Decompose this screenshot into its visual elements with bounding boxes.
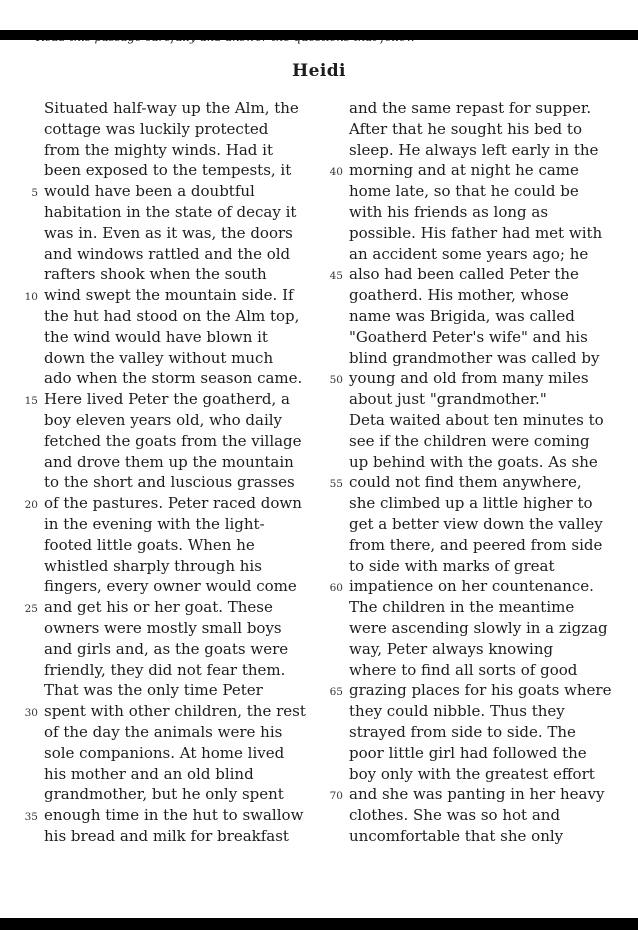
- passage-columns: [14, 98, 624, 847]
- line-text: Deta waited about ten minutes to: [349, 410, 604, 429]
- line-number: 45: [329, 270, 343, 283]
- passage-line: [14, 743, 319, 764]
- passage-line: [319, 472, 624, 493]
- passage-line: [319, 98, 624, 119]
- passage-line: [319, 722, 624, 743]
- passage-line: [14, 493, 319, 514]
- line-text: wind swept the mountain side. If: [44, 286, 294, 305]
- passage-line: [319, 244, 624, 265]
- passage-line: [319, 764, 624, 785]
- passage-line: [14, 472, 319, 493]
- line-text: That was the only time Peter: [44, 681, 263, 700]
- line-text: an accident some years ago; he: [349, 244, 589, 263]
- line-text: and the same repast for supper.: [349, 99, 592, 117]
- passage-line: [14, 306, 319, 327]
- line-number: 40: [329, 166, 343, 179]
- line-text: After that he sought his bed to: [349, 119, 582, 138]
- passage-line: [14, 327, 319, 348]
- line-text: from there, and peered from side: [349, 535, 603, 554]
- line-text: spent with other children, the rest: [44, 702, 306, 721]
- passage-line: [14, 244, 319, 265]
- passage-line: [319, 660, 624, 681]
- passage-line: [14, 410, 319, 431]
- passage-line: [14, 680, 319, 701]
- line-text: The children in the meantime: [349, 598, 575, 617]
- passage-line: [14, 202, 319, 223]
- passage-line: [319, 618, 624, 639]
- line-text: and she was panting in her heavy: [349, 785, 605, 804]
- passage-line: [14, 348, 319, 369]
- line-text: were ascending slowly in a zigzag: [349, 618, 608, 637]
- line-text: of the pastures. Peter raced down: [44, 494, 302, 513]
- line-text: up behind with the goats. As she: [349, 452, 598, 471]
- line-text: name was Brigida, was called: [349, 306, 575, 325]
- line-text: blind grandmother was called by: [349, 348, 600, 367]
- line-text: about just "grandmother.": [349, 390, 547, 409]
- line-text: cottage was luckily protected: [44, 119, 269, 138]
- passage-column-1: [14, 98, 319, 847]
- line-text: grandmother, but he only spent: [44, 785, 284, 804]
- passage-line: [14, 389, 319, 410]
- top-border-bar: [0, 30, 638, 40]
- passage-line: [319, 327, 624, 348]
- passage-line: [319, 452, 624, 473]
- passage-line: [14, 264, 319, 285]
- passage-line: [319, 306, 624, 327]
- passage-line: [14, 368, 319, 389]
- passage-line: [319, 639, 624, 660]
- passage-line: [319, 348, 624, 369]
- passage-line: [14, 452, 319, 473]
- passage-line: [14, 160, 319, 181]
- line-text: the hut had stood on the Alm top,: [44, 306, 300, 325]
- passage-line: [319, 181, 624, 202]
- line-text: fingers, every owner would come: [44, 577, 297, 596]
- line-number: 15: [24, 395, 38, 408]
- passage-line: [14, 181, 319, 202]
- line-number: 25: [24, 603, 38, 616]
- line-text: could not find them anywhere,: [349, 473, 582, 492]
- line-number: 20: [24, 499, 38, 512]
- line-number: 65: [329, 686, 343, 699]
- passage-line: [14, 285, 319, 306]
- line-number: 10: [24, 291, 38, 304]
- line-text: friendly, they did not fear them.: [44, 660, 286, 679]
- line-number: 5: [31, 187, 38, 200]
- line-text: possible. His father had met with: [349, 223, 603, 242]
- passage-title: Heidi: [292, 61, 346, 81]
- line-text: his bread and milk for breakfast: [44, 826, 289, 845]
- document-page: [0, 30, 638, 930]
- line-text: would have been a doubtful: [44, 182, 255, 201]
- passage-line: [319, 805, 624, 826]
- line-text: boy eleven years old, who daily: [44, 410, 283, 429]
- passage-line: [319, 680, 624, 701]
- line-text: get a better view down the valley: [349, 514, 603, 533]
- passage-line: [14, 722, 319, 743]
- line-text: down the valley without much: [44, 348, 274, 367]
- passage-line: [14, 597, 319, 618]
- line-text: and windows rattled and the old: [44, 244, 291, 263]
- line-number: 55: [329, 478, 343, 491]
- line-text: grazing places for his goats where: [349, 681, 612, 700]
- line-text: with his friends as long as: [349, 202, 549, 221]
- line-number: 60: [329, 582, 343, 595]
- passage-line: [14, 140, 319, 161]
- line-text: habitation in the state of decay it: [44, 202, 297, 221]
- line-number: 30: [24, 707, 38, 720]
- line-text: Situated half-way up the Alm, the: [44, 99, 299, 117]
- line-text: enough time in the hut to swallow: [44, 806, 304, 825]
- passage-line: [319, 119, 624, 140]
- line-text: strayed from side to side. The: [349, 722, 576, 741]
- passage-line: [319, 556, 624, 577]
- line-text: boy only with the greatest effort: [349, 764, 595, 783]
- line-text: impatience on her countenance.: [349, 577, 594, 596]
- passage-line: [14, 98, 319, 119]
- passage-line: [14, 535, 319, 556]
- passage-line: [14, 805, 319, 826]
- passage-line: [319, 140, 624, 161]
- passage-line: [319, 597, 624, 618]
- line-text: owners were mostly small boys: [44, 618, 282, 637]
- line-text: also had been called Peter the: [349, 265, 579, 284]
- line-text: and drove them up the mountain: [44, 452, 294, 471]
- line-text: the wind would have blown it: [44, 327, 268, 346]
- passage-line: [14, 618, 319, 639]
- line-text: and get his or her goat. These: [44, 598, 273, 617]
- passage-line: [319, 493, 624, 514]
- passage-line: [14, 764, 319, 785]
- line-text: morning and at night he came: [349, 161, 579, 180]
- passage-line: [319, 368, 624, 389]
- passage-line: [14, 639, 319, 660]
- passage-line: [319, 223, 624, 244]
- line-text: she climbed up a little higher to: [349, 494, 593, 513]
- passage-line: [319, 160, 624, 181]
- line-text: was in. Even as it was, the doors: [44, 223, 293, 242]
- line-text: they could nibble. Thus they: [349, 702, 565, 721]
- line-number: 50: [329, 374, 343, 387]
- passage-line: [14, 556, 319, 577]
- line-text: poor little girl had followed the: [349, 743, 587, 762]
- line-text: fetched the goats from the village: [44, 431, 302, 450]
- line-text: sole companions. At home lived: [44, 743, 285, 762]
- passage-line: [14, 784, 319, 805]
- line-text: uncomfortable that she only: [349, 826, 564, 845]
- line-text: to side with marks of great: [349, 556, 555, 575]
- passage-line: [319, 202, 624, 223]
- passage-line: [319, 784, 624, 805]
- line-text: been exposed to the tempests, it: [44, 161, 292, 180]
- line-text: in the evening with the light-: [44, 514, 265, 533]
- line-text: sleep. He always left early in the: [349, 140, 599, 159]
- passage-line: [319, 743, 624, 764]
- passage-line: [319, 410, 624, 431]
- line-text: "Goatherd Peter's wife" and his: [349, 327, 588, 346]
- line-number: 35: [24, 811, 38, 824]
- line-text: footed little goats. When he: [44, 535, 255, 554]
- line-text: clothes. She was so hot and: [349, 806, 561, 825]
- line-text: Here lived Peter the goatherd, a: [44, 390, 290, 409]
- line-text: young and old from many miles: [349, 369, 589, 388]
- passage-line: [319, 701, 624, 722]
- passage-line: [319, 264, 624, 285]
- passage-line: [319, 514, 624, 535]
- passage-line: [319, 285, 624, 306]
- passage-line: [14, 576, 319, 597]
- line-text: whistled sharply through his: [44, 556, 262, 575]
- line-number: 70: [329, 790, 343, 803]
- line-text: to the short and luscious grasses: [44, 473, 295, 492]
- line-text: of the day the animals were his: [44, 722, 283, 741]
- line-text: rafters shook when the south: [44, 265, 267, 284]
- line-text: ado when the storm season came.: [44, 369, 303, 388]
- passage-line: [14, 514, 319, 535]
- line-text: home late, so that he could be: [349, 182, 579, 201]
- passage-line: [319, 826, 624, 847]
- passage-line: [14, 701, 319, 722]
- line-text: way, Peter always knowing: [349, 639, 554, 658]
- passage-line: [319, 535, 624, 556]
- passage-column-2: [319, 98, 624, 847]
- passage-line: [319, 431, 624, 452]
- line-text: his mother and an old blind: [44, 764, 254, 783]
- line-text: and girls and, as the goats were: [44, 639, 289, 658]
- passage-line: [14, 431, 319, 452]
- line-text: goatherd. His mother, whose: [349, 286, 569, 305]
- line-text: from the mighty winds. Had it: [44, 140, 273, 159]
- passage-line: [319, 576, 624, 597]
- passage-line: [14, 223, 319, 244]
- passage-line: [319, 389, 624, 410]
- bottom-border-bar: [0, 918, 638, 930]
- passage-line: [14, 660, 319, 681]
- passage-line: [14, 119, 319, 140]
- line-text: where to find all sorts of good: [349, 660, 578, 679]
- line-text: see if the children were coming: [349, 431, 590, 450]
- passage-line: [14, 826, 319, 847]
